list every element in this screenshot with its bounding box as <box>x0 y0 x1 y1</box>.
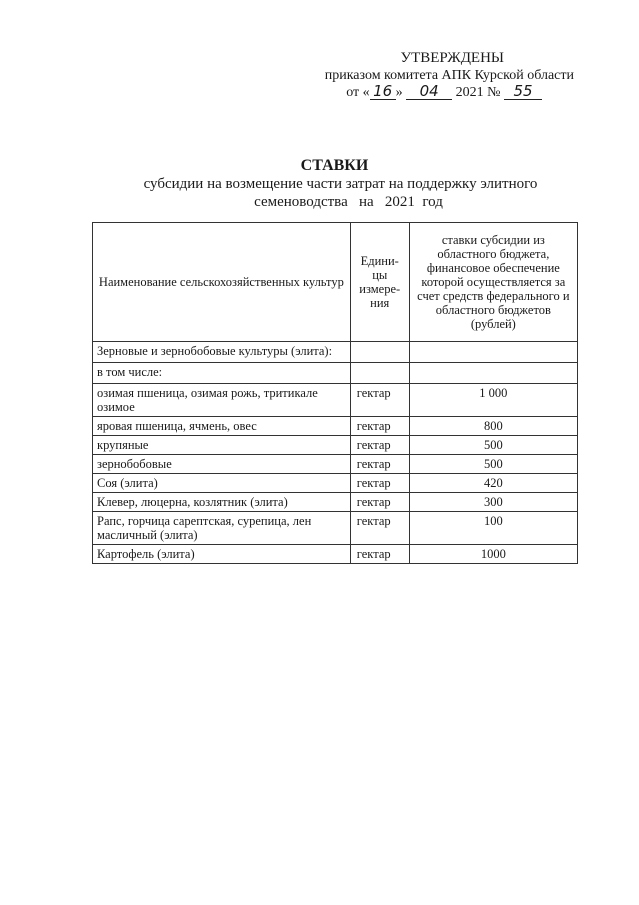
table-row <box>93 474 578 493</box>
table-row <box>93 417 578 436</box>
approval-date-line <box>242 84 542 101</box>
header-crop-name: Наименование сельскохозяйственных культур <box>93 223 351 342</box>
crop-name-cell: зернобобовые <box>93 455 351 474</box>
rate-cell: 1 000 <box>409 384 577 417</box>
date-year: 2021 <box>455 85 484 100</box>
table-row <box>93 493 578 512</box>
rate-cell <box>409 342 577 363</box>
crop-name-cell: Рапс, горчица сарептская, сурепица, лен масличный (элита) <box>93 512 351 545</box>
approval-block <box>280 50 580 101</box>
crop-name-cell: яровая пшеница, ячмень, овес <box>93 417 351 436</box>
table-row <box>93 384 578 417</box>
table-row <box>93 512 578 545</box>
approval-title: УТВЕРЖДЕНЫ <box>400 50 504 66</box>
rate-cell <box>409 363 577 384</box>
table-row <box>93 363 578 384</box>
rates-table <box>92 222 578 564</box>
table-row <box>93 455 578 474</box>
unit-cell <box>350 342 409 363</box>
unit-cell: гектар <box>350 512 409 545</box>
document-title: СТАВКИ <box>300 157 369 174</box>
document-subtitle-line2: семеноводства на 2021 год <box>254 194 443 210</box>
table-row <box>93 545 578 564</box>
rate-cell: 500 <box>409 436 577 455</box>
approval-order-line: приказом комитета АПК Курской области <box>324 68 574 83</box>
unit-cell: гектар <box>350 455 409 474</box>
handwritten-day: 16 <box>370 84 396 100</box>
rate-cell: 100 <box>409 512 577 545</box>
date-prefix: от « <box>346 85 370 100</box>
rate-cell: 800 <box>409 417 577 436</box>
document-heading <box>0 156 639 211</box>
crop-name-cell: в том числе: <box>93 363 351 384</box>
rate-cell: 500 <box>409 455 577 474</box>
unit-cell: гектар <box>350 417 409 436</box>
crop-name-cell: Соя (элита) <box>93 474 351 493</box>
unit-cell: гектар <box>350 474 409 493</box>
table-row <box>93 342 578 363</box>
header-unit: Едини-цы измере-ния <box>350 223 409 342</box>
crop-name-cell: Клевер, люцерна, козлятник (элита) <box>93 493 351 512</box>
handwritten-month: 04 <box>406 84 452 100</box>
unit-cell: гектар <box>350 545 409 564</box>
table-header-row <box>93 223 578 342</box>
crop-name-cell: озимая пшеница, озимая рожь, тритикале озимое <box>93 384 351 417</box>
unit-cell: гектар <box>350 493 409 512</box>
rate-cell: 1000 <box>409 545 577 564</box>
date-mid: » <box>395 85 403 100</box>
crop-name-cell: Картофель (элита) <box>93 545 351 564</box>
table-row <box>93 436 578 455</box>
document-subtitle-line1: субсидии на возмещение части затрат на поддержку элитного <box>143 176 538 192</box>
rate-cell: 300 <box>409 493 577 512</box>
header-rate: ставки субсидии из областного бюджета, финансовое обеспечение которой осуществляется за счет средств федерального и областного бюджетов (рублей) <box>409 223 577 342</box>
number-label: № <box>487 85 501 100</box>
unit-cell: гектар <box>350 436 409 455</box>
handwritten-order-number: 55 <box>504 84 542 100</box>
unit-cell: гектар <box>350 384 409 417</box>
rate-cell: 420 <box>409 474 577 493</box>
crop-name-cell: крупяные <box>93 436 351 455</box>
unit-cell <box>350 363 409 384</box>
crop-name-cell: Зерновые и зернобобовые культуры (элита): <box>93 342 351 363</box>
